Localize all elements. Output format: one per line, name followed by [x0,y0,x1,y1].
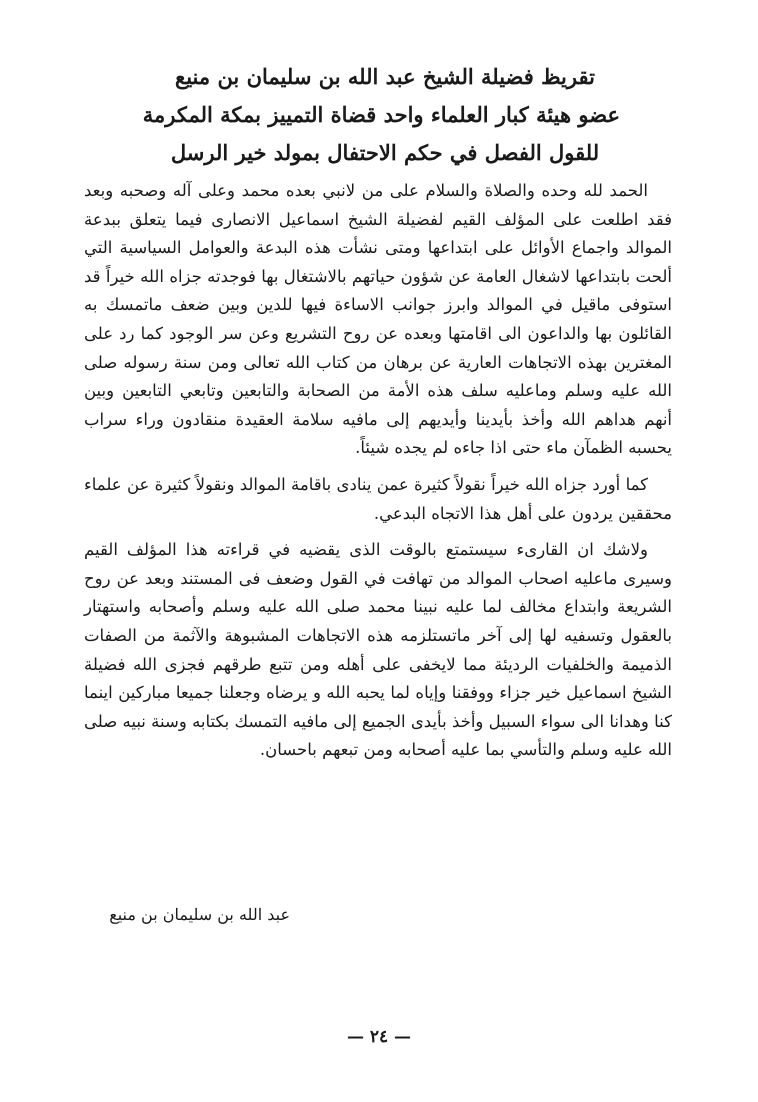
heading-block [142,58,620,172]
paragraph-3: ولاشك ان القارىء سيستمتع بالوقت الذى يقضيه في قراءته هذا المؤلف القيم وسيرى ماعليه اصحاب الموالد من تهافت في القول وضعف فى المستند وبعد عن روح الشريعة وابتداع مخالف لما عليه نبينا محمد صلى الله عليه وسلم وأصحابه واستهتار بالعقول وتسفيه لها إلى آخر ماتستلزمه هذه الاتجاهات المشبوهة والآثمة من الصفات الذميمة والخلفيات الرديئة مما لايخفى على أهله ومن تتبع طرقهم فجزى الله فضيلة الشيخ اسماعيل خير جزاء ووفقنا وإياه لما يحبه الله و يرضاه وجعلنا جميعا مباركين اينما كنا وهدانا الى سواء السبيل وأخذ بأيدى الجميع إلى مافيه التمسك بكتابه وسنة نبيه صلى الله عليه وسلم والتأسي بما عليه أصحابه ومن تبعهم باحسان. [84,540,672,760]
paragraph-1: الحمد لله وحده والصلاة والسلام على من لانبي بعده محمد وعلى آله وصحبه وبعد فقد اطلعت على المؤلف القيم لفضيلة الشيخ اسماعيل الانصارى فيما يتعلق ببدعة الموالد واجماع الأوائل على ابتداعها ومتى نشأت هذه البدعة والعوامل السياسية التي ألحت بابتداعها لاشغال العامة عن شؤون حياتهم بالاشتغال بها فوجدته جزاه الله خيراً قد استوفى ماقيل في الموالد وابرز جوانب الاساءة فيها للدين وبين ضعف ماتمسك به القائلون بها والداعون الى اقامتها وبعده عن روح التشريع وعن سر الوجود كما رد على المغترين بهذه الاتجاهات العارية عن برهان من كتاب الله تعالى ومن سنة رسوله صلى الله عليه وسلم وماعليه سلف هذه الأمة من الصحابة والتابعين وتابعي التابعين وبين أنهم هداهم الله وأخذ بأيدينا وأيديهم إلى مافيه سلامة العقيدة منقادون وراء سراب يحسبه الظمآن ماء حتى اذا جاءه لم يجده شيئاً. [84,181,672,458]
signature: عبد الله بن سليمان بن منيع [109,905,290,924]
paragraph-2: كما أورد جزاه الله خيراً نقولاً كثيرة عمن ينادى باقامة الموالد ونقولاً كثيرة عن علماء محققين يردون على أهل هذا الاتجاه البدعي. [84,474,672,523]
heading-line-3: للقول الفصل في حكم الاحتفال بمولد خير الرسل [170,140,600,165]
heading-line-1: تقريظ فضيلة الشيخ عبد الله بن سليمان بن منيع [175,64,595,89]
body-text [84,177,672,773]
page-number: — ٢٤ — [346,1027,412,1047]
heading-line-2: عضو هيئة كبار العلماء واحد قضاة التمييز بمكة المكرمة [142,102,620,127]
